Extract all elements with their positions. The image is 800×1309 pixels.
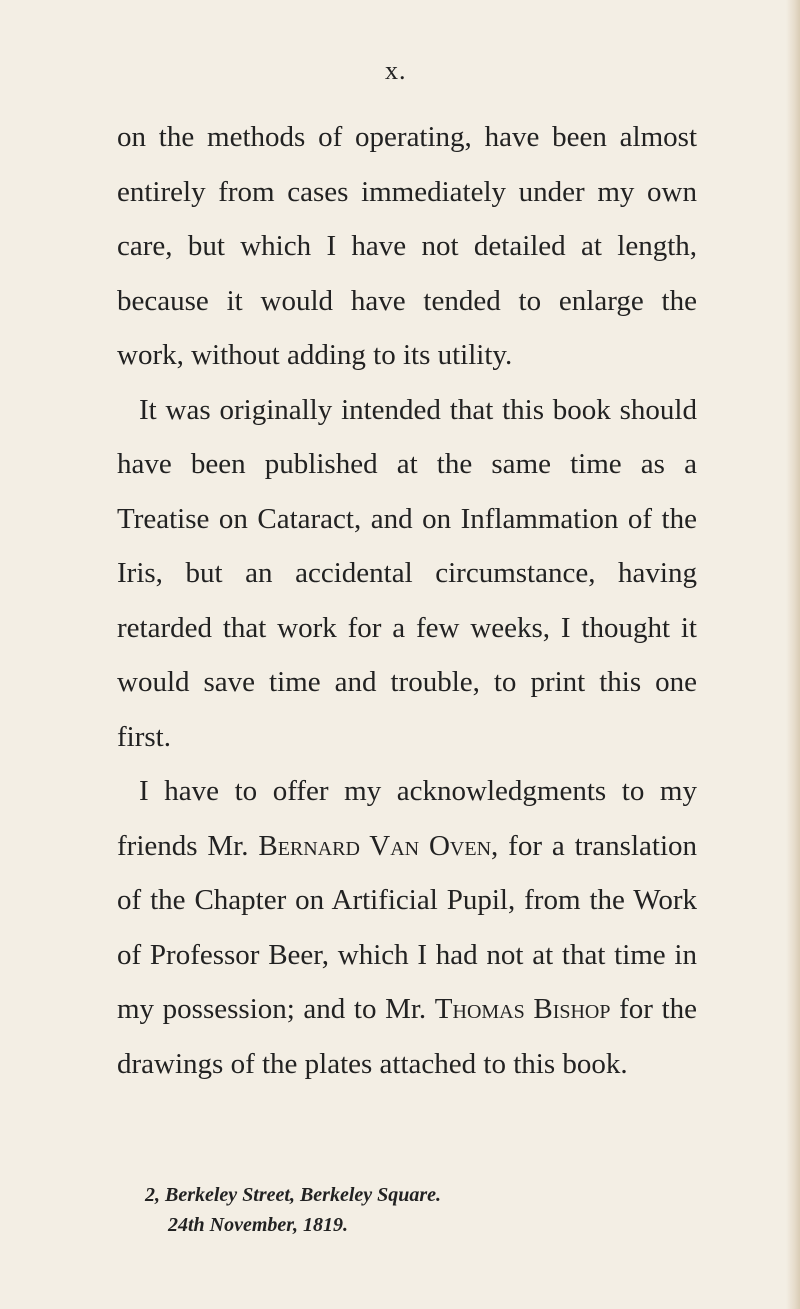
- signature-date: 24th November, 1819.: [168, 1214, 348, 1236]
- name-bernard-van-oven: Bernard Van Oven: [258, 829, 492, 862]
- signature-address: 2, Berkeley Street, Berkeley Square.: [145, 1184, 442, 1206]
- paragraph-acknowledgments: [117, 764, 697, 1091]
- page-number: x.: [385, 56, 407, 85]
- signature-block: [145, 1180, 441, 1240]
- acknowledgments-text-1: I have to offer my acknowledgments to my friends Mr.: [117, 775, 697, 862]
- acknowledgments-text-2: , for a translation of the Chapter on Artificial Pupil, from the Work of Professor Beer, which I had not at that time in my possession; and to Mr.: [117, 829, 698, 1025]
- paragraph-publication-note: It was originally intended that this book should have been published at the same time as a Treatise on Cataract, and on Inflammation of the Iris, but an accidental circumstance, having retarded that work for a few weeks, I thought it would save time and trouble, to print this one first.: [117, 393, 697, 753]
- acknowledgments-text-3: for the drawings of the plates attached to this book.: [117, 993, 697, 1080]
- body-text: [117, 110, 697, 1091]
- paragraph-continuation: on the methods of operating, have been almost entirely from cases immediately under my own care, but which I have not detailed at length, because it would have tended to enlarge the work, without adding to its utility.: [117, 121, 697, 371]
- name-thomas-bishop: Thomas Bishop: [434, 993, 611, 1025]
- page-edge-shadow: [786, 0, 800, 1309]
